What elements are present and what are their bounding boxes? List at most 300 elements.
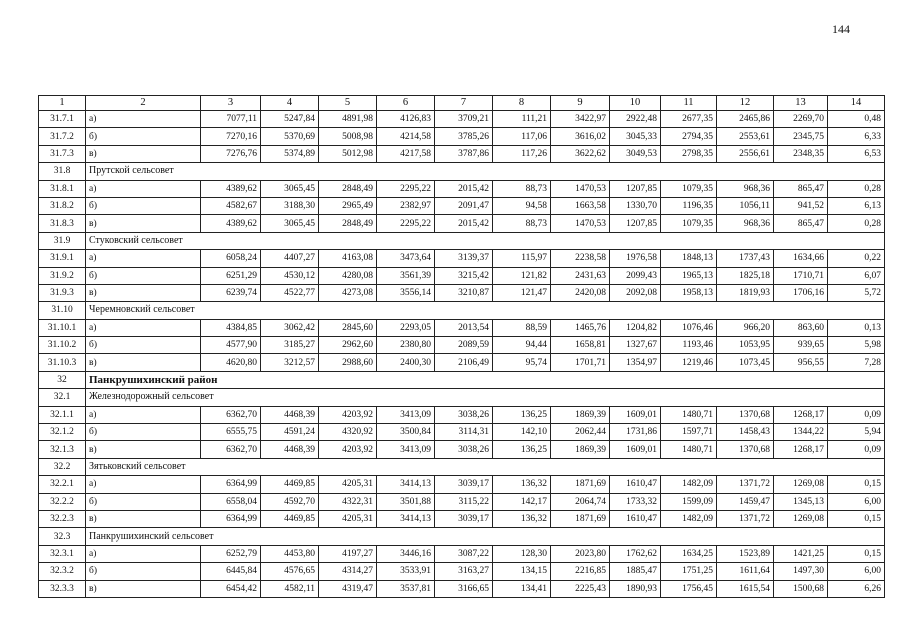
table-cell: 6362,70 — [201, 406, 261, 423]
table-cell: 2106,49 — [435, 354, 493, 371]
row-code: 31.8.3 — [39, 215, 86, 232]
table-cell: 1701,71 — [551, 354, 610, 371]
table-cell: 6558,04 — [201, 493, 261, 510]
table-cell: 6454,42 — [201, 580, 261, 597]
row-code: 32.1.1 — [39, 406, 86, 423]
table-cell: 2216,85 — [551, 563, 610, 580]
table-cell: 7270,16 — [201, 128, 261, 145]
row-code: 32.2.1 — [39, 476, 86, 493]
table-cell: 6,00 — [828, 493, 885, 510]
row-mark: в) — [86, 510, 201, 527]
row-code: 31.9.1 — [39, 250, 86, 267]
table-cell: 2420,08 — [551, 284, 610, 301]
row-mark: а) — [86, 250, 201, 267]
table-row — [39, 197, 885, 214]
table-cell: 3166,65 — [435, 580, 493, 597]
table-cell: 4205,31 — [319, 510, 377, 527]
table-row — [39, 545, 885, 562]
section-heading-row — [39, 232, 885, 249]
table-cell: 121,47 — [493, 284, 551, 301]
table-cell: 1762,62 — [610, 545, 661, 562]
row-mark: в) — [86, 441, 201, 458]
table-cell: 2380,80 — [377, 337, 435, 354]
table-cell: 2848,49 — [319, 180, 377, 197]
section-heading-row — [39, 389, 885, 406]
table-cell: 4203,92 — [319, 441, 377, 458]
table-cell: 1371,72 — [717, 476, 774, 493]
table-cell: 134,15 — [493, 563, 551, 580]
table-cell: 3038,26 — [435, 441, 493, 458]
table-cell: 3045,33 — [610, 128, 661, 145]
section-title: Железнодорожный сельсовет — [86, 389, 885, 406]
table-cell: 4469,85 — [261, 476, 319, 493]
row-code: 31.8.2 — [39, 197, 86, 214]
section-heading-row — [39, 302, 885, 319]
table-cell: 1480,71 — [661, 441, 717, 458]
table-cell: 2922,48 — [610, 111, 661, 128]
table-cell: 2295,22 — [377, 215, 435, 232]
row-code: 32.2 — [39, 458, 86, 475]
table-cell: 3533,91 — [377, 563, 435, 580]
row-code: 32.3.3 — [39, 580, 86, 597]
row-code: 31.10.2 — [39, 337, 86, 354]
table-cell: 1079,35 — [661, 180, 717, 197]
table-cell: 1609,01 — [610, 441, 661, 458]
table-cell: 111,21 — [493, 111, 551, 128]
section-title: Черемновский сельсовет — [86, 302, 885, 319]
table-cell: 4577,90 — [201, 337, 261, 354]
section-heading-row — [39, 458, 885, 475]
table-cell: 3616,02 — [551, 128, 610, 145]
table-cell: 1482,09 — [661, 476, 717, 493]
row-code: 32.1 — [39, 389, 86, 406]
table-cell: 6445,84 — [201, 563, 261, 580]
row-mark: б) — [86, 197, 201, 214]
table-row — [39, 441, 885, 458]
table-cell: 1370,68 — [717, 441, 774, 458]
district-title: Панкрушихинский район — [86, 371, 885, 388]
table-cell: 4214,58 — [377, 128, 435, 145]
table-cell: 5247,84 — [261, 111, 319, 128]
column-header: 8 — [493, 96, 551, 111]
table-cell: 5008,98 — [319, 128, 377, 145]
table-cell: 2015,42 — [435, 215, 493, 232]
table-cell: 1371,72 — [717, 510, 774, 527]
table-cell: 2848,49 — [319, 215, 377, 232]
column-header: 2 — [86, 96, 201, 111]
section-title: Зятьковский сельсовет — [86, 458, 885, 475]
table-cell: 3185,27 — [261, 337, 319, 354]
table-cell: 3446,16 — [377, 545, 435, 562]
table-cell: 4322,31 — [319, 493, 377, 510]
table-cell: 966,20 — [717, 319, 774, 336]
table-cell: 6,53 — [828, 145, 885, 162]
row-mark: в) — [86, 215, 201, 232]
table-cell: 1459,47 — [717, 493, 774, 510]
row-code: 31.10.3 — [39, 354, 86, 371]
table-cell: 2345,75 — [774, 128, 828, 145]
table-cell: 3537,81 — [377, 580, 435, 597]
table-row — [39, 510, 885, 527]
table-cell: 1733,32 — [610, 493, 661, 510]
table-cell: 5012,98 — [319, 145, 377, 162]
column-header: 11 — [661, 96, 717, 111]
table-cell: 3212,57 — [261, 354, 319, 371]
table-cell: 3049,53 — [610, 145, 661, 162]
table-cell: 88,73 — [493, 215, 551, 232]
table-cell: 2295,22 — [377, 180, 435, 197]
table-cell: 3065,45 — [261, 215, 319, 232]
table-cell: 3139,37 — [435, 250, 493, 267]
table-row — [39, 337, 885, 354]
row-code: 31.9 — [39, 232, 86, 249]
table-cell: 1193,46 — [661, 337, 717, 354]
row-code: 32.1.2 — [39, 424, 86, 441]
row-code: 32.1.3 — [39, 441, 86, 458]
table-row — [39, 145, 885, 162]
row-mark: в) — [86, 284, 201, 301]
table-cell: 2269,70 — [774, 111, 828, 128]
column-header: 7 — [435, 96, 493, 111]
table-cell: 6,13 — [828, 197, 885, 214]
table-cell: 4320,92 — [319, 424, 377, 441]
table-cell: 5374,89 — [261, 145, 319, 162]
table-row — [39, 563, 885, 580]
table-cell: 1599,09 — [661, 493, 717, 510]
table-cell: 3188,30 — [261, 197, 319, 214]
table-cell: 4592,70 — [261, 493, 319, 510]
table-cell: 1615,54 — [717, 580, 774, 597]
table-cell: 1958,13 — [661, 284, 717, 301]
table-cell: 1196,35 — [661, 197, 717, 214]
table-row — [39, 180, 885, 197]
table-cell: 2089,59 — [435, 337, 493, 354]
table-row — [39, 250, 885, 267]
table-cell: 6,26 — [828, 580, 885, 597]
table-cell: 4273,08 — [319, 284, 377, 301]
table-cell: 1269,08 — [774, 476, 828, 493]
table-cell: 1751,25 — [661, 563, 717, 580]
table-cell: 865,47 — [774, 180, 828, 197]
table-cell: 1076,46 — [661, 319, 717, 336]
column-header: 1 — [39, 96, 86, 111]
table-row — [39, 319, 885, 336]
table-cell: 3062,42 — [261, 319, 319, 336]
table-cell: 4576,65 — [261, 563, 319, 580]
row-code: 32.2.3 — [39, 510, 86, 527]
table-cell: 2015,42 — [435, 180, 493, 197]
table-cell: 1207,85 — [610, 180, 661, 197]
table-cell: 3087,22 — [435, 545, 493, 562]
table-cell: 5,94 — [828, 424, 885, 441]
table-row — [39, 476, 885, 493]
table-cell: 94,58 — [493, 197, 551, 214]
row-code: 32 — [39, 371, 86, 388]
table-cell: 128,30 — [493, 545, 551, 562]
section-title: Стуковский сельсовет — [86, 232, 885, 249]
table-cell: 1073,45 — [717, 354, 774, 371]
table-cell: 3038,26 — [435, 406, 493, 423]
table-cell: 4389,62 — [201, 180, 261, 197]
table-cell: 6364,99 — [201, 476, 261, 493]
table-cell: 1458,43 — [717, 424, 774, 441]
table-cell: 117,26 — [493, 145, 551, 162]
table-cell: 4203,92 — [319, 406, 377, 423]
table-cell: 2013,54 — [435, 319, 493, 336]
table-cell: 3413,09 — [377, 406, 435, 423]
table-cell: 3501,88 — [377, 493, 435, 510]
row-mark: а) — [86, 545, 201, 562]
row-mark: б) — [86, 267, 201, 284]
table-cell: 968,36 — [717, 180, 774, 197]
table-cell: 2798,35 — [661, 145, 717, 162]
table-cell: 3473,64 — [377, 250, 435, 267]
section-heading-row — [39, 163, 885, 180]
table-cell: 5,98 — [828, 337, 885, 354]
table-cell: 95,74 — [493, 354, 551, 371]
column-header: 13 — [774, 96, 828, 111]
table-cell: 1327,67 — [610, 337, 661, 354]
table-cell: 863,60 — [774, 319, 828, 336]
row-code: 32.3.2 — [39, 563, 86, 580]
table-cell: 2382,97 — [377, 197, 435, 214]
table-cell: 1330,70 — [610, 197, 661, 214]
row-mark: а) — [86, 476, 201, 493]
table-cell: 4530,12 — [261, 267, 319, 284]
row-code: 31.10.1 — [39, 319, 86, 336]
table-cell: 6,33 — [828, 128, 885, 145]
table-cell: 941,52 — [774, 197, 828, 214]
column-header: 10 — [610, 96, 661, 111]
table-cell: 2348,35 — [774, 145, 828, 162]
table-cell: 3413,09 — [377, 441, 435, 458]
tariff-table — [38, 95, 885, 598]
table-cell: 2225,43 — [551, 580, 610, 597]
row-mark: б) — [86, 337, 201, 354]
table-cell: 3709,21 — [435, 111, 493, 128]
table-cell: 5,72 — [828, 284, 885, 301]
table-cell: 4468,39 — [261, 441, 319, 458]
table-cell: 6251,29 — [201, 267, 261, 284]
table-cell: 2293,05 — [377, 319, 435, 336]
row-mark: в) — [86, 145, 201, 162]
table-cell: 0,09 — [828, 441, 885, 458]
table-cell: 3414,13 — [377, 510, 435, 527]
table-row — [39, 267, 885, 284]
table-cell: 4163,08 — [319, 250, 377, 267]
table-cell: 1885,47 — [610, 563, 661, 580]
table-cell: 1370,68 — [717, 406, 774, 423]
table-cell: 1421,25 — [774, 545, 828, 562]
table-cell: 2988,60 — [319, 354, 377, 371]
table-cell: 136,32 — [493, 510, 551, 527]
table-cell: 134,41 — [493, 580, 551, 597]
table-cell: 1344,22 — [774, 424, 828, 441]
section-title: Панкрушихинский сельсовет — [86, 528, 885, 545]
table-cell: 4522,77 — [261, 284, 319, 301]
table-cell: 1825,18 — [717, 267, 774, 284]
table-cell: 4314,27 — [319, 563, 377, 580]
table-cell: 1056,11 — [717, 197, 774, 214]
table-cell: 1609,01 — [610, 406, 661, 423]
table-cell: 1207,85 — [610, 215, 661, 232]
table-cell: 117,06 — [493, 128, 551, 145]
table-cell: 6,00 — [828, 563, 885, 580]
table-cell: 0,15 — [828, 510, 885, 527]
table-cell: 2400,30 — [377, 354, 435, 371]
table-cell: 2092,08 — [610, 284, 661, 301]
table-cell: 1658,81 — [551, 337, 610, 354]
table-cell: 1610,47 — [610, 476, 661, 493]
table-row — [39, 284, 885, 301]
table-cell: 3215,42 — [435, 267, 493, 284]
table-row — [39, 424, 885, 441]
column-header-row — [39, 96, 885, 111]
table-cell: 939,65 — [774, 337, 828, 354]
row-mark: б) — [86, 424, 201, 441]
table-cell: 1219,46 — [661, 354, 717, 371]
table-cell: 1890,93 — [610, 580, 661, 597]
table-cell: 1268,17 — [774, 441, 828, 458]
table-cell: 1268,17 — [774, 406, 828, 423]
row-mark: а) — [86, 111, 201, 128]
table-cell: 1470,53 — [551, 215, 610, 232]
table-cell: 2965,49 — [319, 197, 377, 214]
column-header: 6 — [377, 96, 435, 111]
table-cell: 2023,80 — [551, 545, 610, 562]
table-cell: 956,55 — [774, 354, 828, 371]
row-mark: а) — [86, 319, 201, 336]
table-cell: 136,32 — [493, 476, 551, 493]
table-cell: 6252,79 — [201, 545, 261, 562]
table-cell: 3561,39 — [377, 267, 435, 284]
row-code: 32.2.2 — [39, 493, 86, 510]
table-cell: 4469,85 — [261, 510, 319, 527]
table-cell: 1354,97 — [610, 354, 661, 371]
table-cell: 1480,71 — [661, 406, 717, 423]
table-cell: 1710,71 — [774, 267, 828, 284]
table-cell: 1053,95 — [717, 337, 774, 354]
table-cell: 1756,45 — [661, 580, 717, 597]
table-cell: 2465,86 — [717, 111, 774, 128]
table-cell: 1706,16 — [774, 284, 828, 301]
table-cell: 6058,24 — [201, 250, 261, 267]
column-header: 4 — [261, 96, 319, 111]
district-heading-row — [39, 371, 885, 388]
table-cell: 3785,26 — [435, 128, 493, 145]
table-cell: 3115,22 — [435, 493, 493, 510]
column-header: 9 — [551, 96, 610, 111]
table-cell: 2556,61 — [717, 145, 774, 162]
table-cell: 6362,70 — [201, 441, 261, 458]
table-cell: 7276,76 — [201, 145, 261, 162]
table-cell: 0,15 — [828, 545, 885, 562]
table-cell: 3556,14 — [377, 284, 435, 301]
table-cell: 4389,62 — [201, 215, 261, 232]
table-cell: 2431,63 — [551, 267, 610, 284]
row-code: 31.7.1 — [39, 111, 86, 128]
table-cell: 1345,13 — [774, 493, 828, 510]
table-cell: 0,15 — [828, 476, 885, 493]
table-cell: 0,09 — [828, 406, 885, 423]
table-cell: 6555,75 — [201, 424, 261, 441]
row-mark: а) — [86, 180, 201, 197]
table-cell: 4582,11 — [261, 580, 319, 597]
table-cell: 3065,45 — [261, 180, 319, 197]
table-cell: 121,82 — [493, 267, 551, 284]
table-cell: 4620,80 — [201, 354, 261, 371]
row-code: 32.3 — [39, 528, 86, 545]
row-mark: б) — [86, 493, 201, 510]
table-cell: 4205,31 — [319, 476, 377, 493]
table-cell: 88,59 — [493, 319, 551, 336]
table-cell: 2099,43 — [610, 267, 661, 284]
table-cell: 1869,39 — [551, 441, 610, 458]
table-cell: 865,47 — [774, 215, 828, 232]
row-mark: в) — [86, 580, 201, 597]
table-cell: 4891,98 — [319, 111, 377, 128]
row-mark: б) — [86, 563, 201, 580]
table-cell: 2845,60 — [319, 319, 377, 336]
table-cell: 3622,62 — [551, 145, 610, 162]
table-cell: 2064,74 — [551, 493, 610, 510]
section-heading-row — [39, 528, 885, 545]
table-cell: 88,73 — [493, 180, 551, 197]
row-code: 31.7.3 — [39, 145, 86, 162]
table-cell: 4280,08 — [319, 267, 377, 284]
table-body — [39, 111, 885, 598]
table-cell: 136,25 — [493, 406, 551, 423]
table-cell: 1871,69 — [551, 476, 610, 493]
row-code: 31.9.3 — [39, 284, 86, 301]
table-cell: 6239,74 — [201, 284, 261, 301]
column-header: 12 — [717, 96, 774, 111]
table-cell: 6,07 — [828, 267, 885, 284]
table-cell: 3422,97 — [551, 111, 610, 128]
table-cell: 4217,58 — [377, 145, 435, 162]
table-cell: 1634,25 — [661, 545, 717, 562]
table-cell: 7077,11 — [201, 111, 261, 128]
table-cell: 1597,71 — [661, 424, 717, 441]
column-header: 14 — [828, 96, 885, 111]
row-code: 31.8 — [39, 163, 86, 180]
row-code: 31.9.2 — [39, 267, 86, 284]
table-cell: 1523,89 — [717, 545, 774, 562]
table-cell: 2091,47 — [435, 197, 493, 214]
table-cell: 3163,27 — [435, 563, 493, 580]
table-row — [39, 406, 885, 423]
table-cell: 4468,39 — [261, 406, 319, 423]
table-cell: 1269,08 — [774, 510, 828, 527]
table-cell: 2553,61 — [717, 128, 774, 145]
table-cell: 0,13 — [828, 319, 885, 336]
table-row — [39, 128, 885, 145]
table-cell: 4582,67 — [201, 197, 261, 214]
table-cell: 1731,86 — [610, 424, 661, 441]
table-cell: 3414,13 — [377, 476, 435, 493]
column-header: 5 — [319, 96, 377, 111]
table-cell: 0,28 — [828, 180, 885, 197]
table-cell: 6364,99 — [201, 510, 261, 527]
row-mark: а) — [86, 406, 201, 423]
table-cell: 7,28 — [828, 354, 885, 371]
table-cell: 5370,69 — [261, 128, 319, 145]
table-cell: 3039,17 — [435, 510, 493, 527]
table-cell: 3039,17 — [435, 476, 493, 493]
table-cell: 1079,35 — [661, 215, 717, 232]
table-cell: 2062,44 — [551, 424, 610, 441]
table-cell: 1204,82 — [610, 319, 661, 336]
